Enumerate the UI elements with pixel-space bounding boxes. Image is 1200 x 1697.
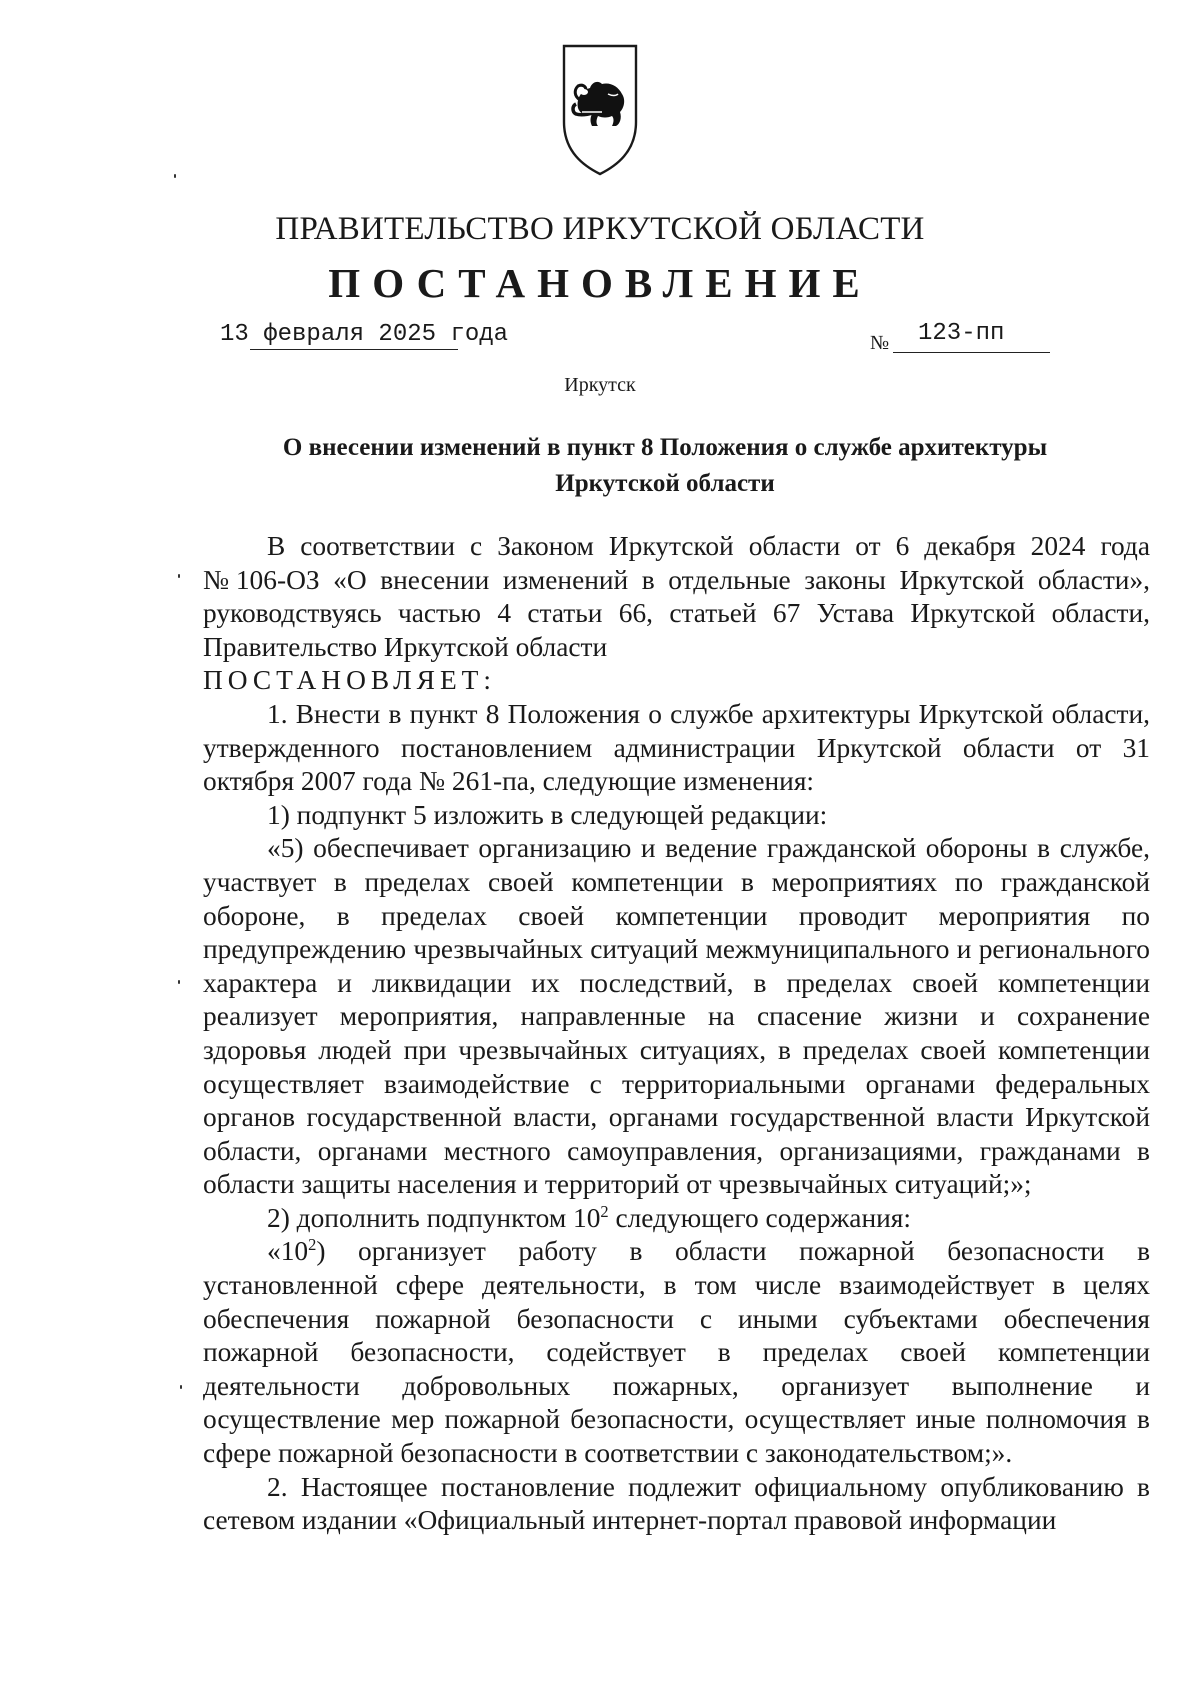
- paragraph-item-2: 2. Настоящее постановление подлежит официальному опубликованию в сетевом издании «Официальный интернет-портал правовой информации: [203, 1471, 1150, 1536]
- paragraph-subitem-10-2-text: [203, 1235, 1150, 1470]
- scan-speck: [174, 174, 176, 178]
- scan-speck: [180, 1385, 182, 1389]
- number-sign: №: [870, 332, 890, 354]
- scan-speck: [178, 980, 180, 984]
- paragraph-resolves: ПОСТАНОВЛЯЕТ:: [203, 665, 497, 696]
- subitem-10-2-text-start: «10: [267, 1236, 309, 1267]
- document-type: ПОСТАНОВЛЕНИЕ: [328, 260, 872, 306]
- irkutsk-coat-of-arms-icon: [562, 44, 638, 176]
- subitem-10-2-text-end: ) организует работу в области пожарной безопасности в установленной сфере деятельности, в том числе взаимодействует в целях обеспечения пожарной безопасности с иными субъектами обеспечения пожарной безопасности, содействует в пределах своей компетенции деятельности добровольных пожарных, организует выполнение и осуществление мер пожарной безопасности, осуществляет иные полномочия в сфере пожарной безопасности в соответствии с законодательством;».: [203, 1236, 1150, 1469]
- scan-speck: [178, 574, 180, 578]
- document-title: О внесении изменений в пункт 8 Положения о службе архитектуры Иркутской области: [282, 434, 1048, 497]
- number-underline: [893, 352, 1050, 353]
- paragraph-subitem-1: 1) подпункт 5 изложить в следующей редакции:: [267, 799, 828, 830]
- document-body: [203, 530, 1150, 1538]
- city-name: Иркутск: [564, 374, 636, 396]
- date-underline: [250, 349, 458, 350]
- document-number: 123-пп: [918, 320, 1005, 347]
- subitem-2-text-start: 2) дополнить подпунктом 10: [267, 1202, 601, 1233]
- paragraph-subitem-2: [203, 1202, 1150, 1236]
- superscript: 2: [308, 1235, 317, 1255]
- paragraph-preamble: В соответствии с Законом Иркутской области от 6 декабря 2024 года №106-ОЗ «О внесении изменений в отдельные законы Иркутской области», руководствуясь частью 4 статьи 66, статьей 67 Устава Иркутской области, Правительство Иркутской области: [203, 531, 1150, 662]
- government-name: ПРАВИТЕЛЬСТВО ИРКУТСКОЙ ОБЛАСТИ: [275, 211, 925, 247]
- superscript: 2: [600, 1201, 609, 1221]
- document-date: 13 февраля 2025 года: [220, 321, 509, 348]
- subitem-2-text-end: следующего содержания:: [608, 1202, 911, 1233]
- paragraph-item-1: 1. Внести в пункт 8 Положения о службе архитектуры Иркутской области, утвержденного постановлением администрации Иркутской области от 31 октября 2007 года № 261-па, следующие изменения:: [203, 698, 1150, 797]
- paragraph-subitem-5-text: «5) обеспечивает организацию и ведение гражданской обороны в службе, участвует в пределах своей компетенции в мероприятиях по гражданской обороне, в пределах своей компетенции проводит мероприятия по предупреждению чрезвычайных ситуаций межмуниципального и регионального характера и ликвидации их последствий, в пределах своей компетенции реализует мероприятия, направленные на спасение жизни и сохранение здоровья людей при чрезвычайных ситуациях, в пределах своей компетенции осуществляет взаимодействие с территориальными органами федеральных органов государственной власти, органами государственной власти Иркутской области, органами местного самоуправления, организациями, гражданами в области защиты населения и территорий от чрезвычайных ситуаций;»;: [203, 833, 1150, 1200]
